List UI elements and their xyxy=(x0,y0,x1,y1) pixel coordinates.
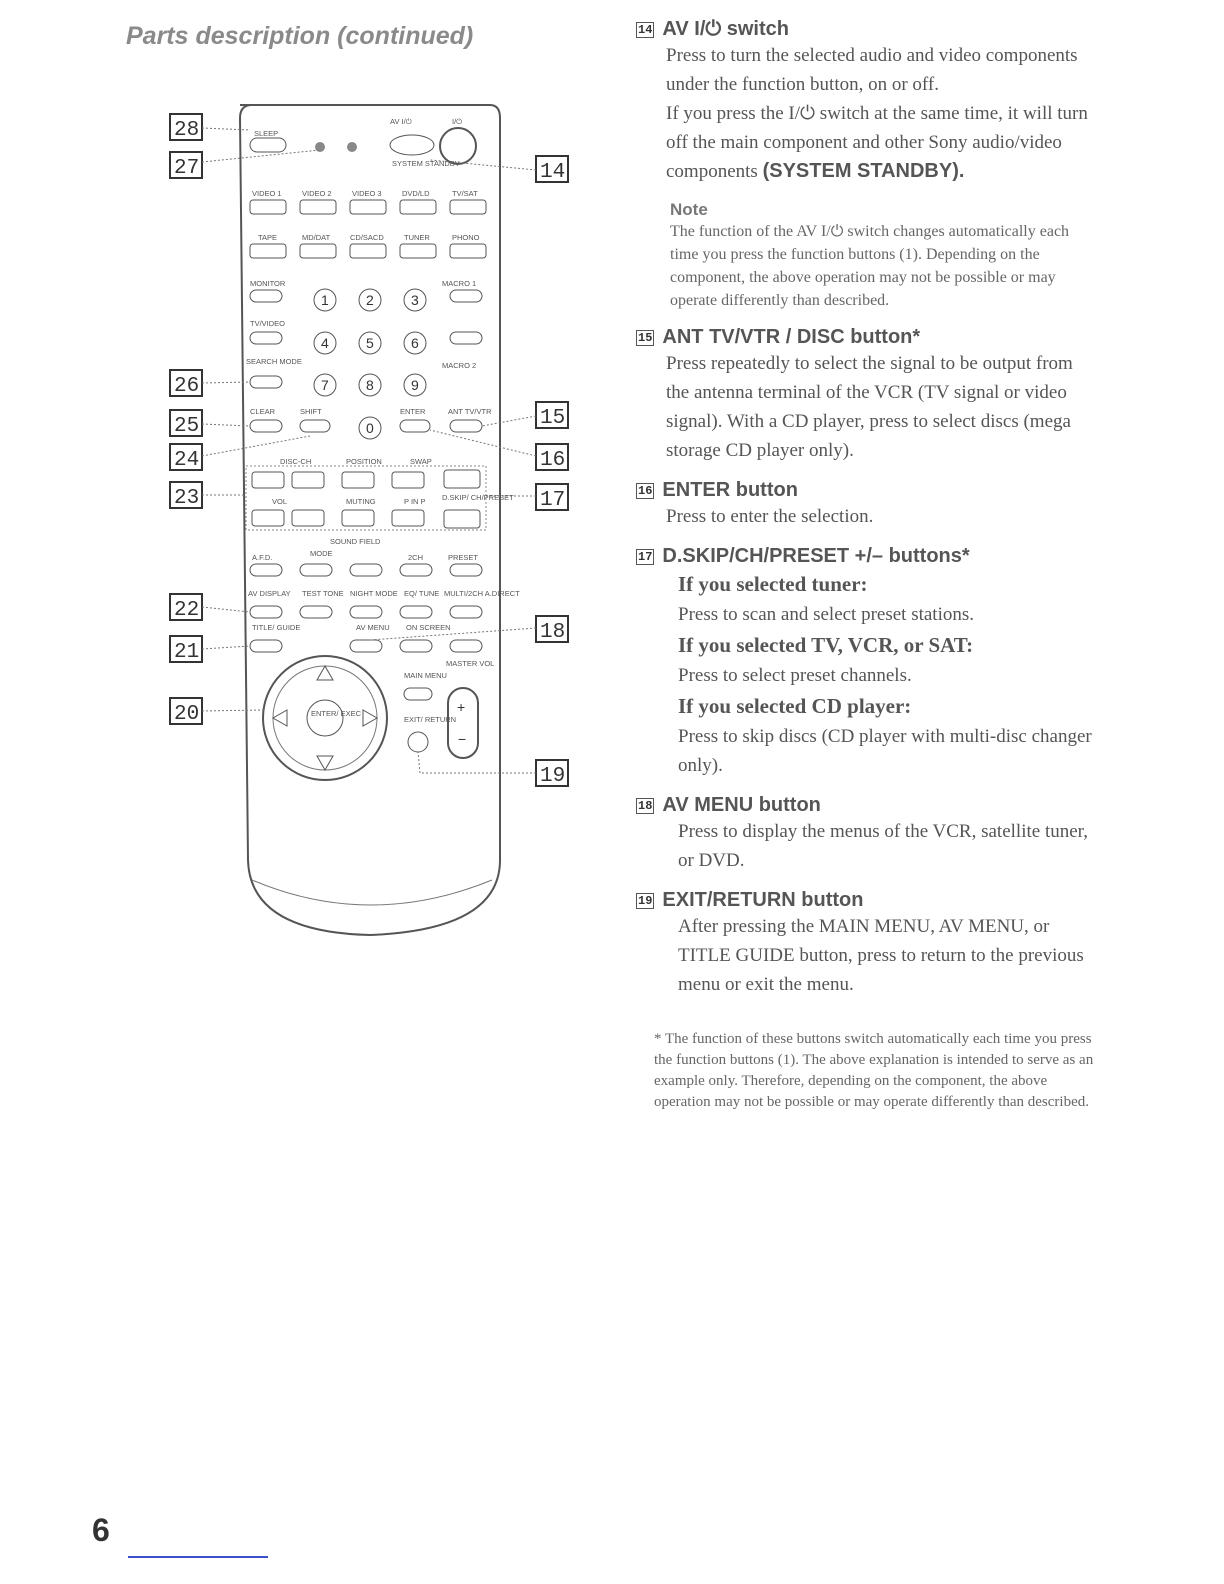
entry-body xyxy=(666,99,1096,186)
entry-15 xyxy=(636,326,1096,465)
macro2-label: MACRO 2 xyxy=(442,361,477,370)
callout-label: 22 xyxy=(174,599,200,622)
muting-label: MUTING xyxy=(346,497,376,506)
callout-label: 16 xyxy=(540,449,566,472)
digit-label: 3 xyxy=(411,292,419,308)
subheading: If you selected tuner: xyxy=(678,572,868,596)
indicator-dot-2 xyxy=(347,142,357,152)
master-vol-label: MASTER VOL xyxy=(446,659,495,668)
preset-label: PRESET xyxy=(448,553,479,562)
pinp-label: P IN P xyxy=(404,497,426,506)
callout-label: 21 xyxy=(174,641,200,664)
av-display-label: AV DISPLAY xyxy=(248,589,291,598)
entry-index: 18 xyxy=(638,798,653,813)
multi-ch-label: MULTI/2CH A.DIRECT xyxy=(444,589,520,598)
disc-ch-label: DISC-CH xyxy=(280,457,312,466)
callout-label: 27 xyxy=(174,157,200,180)
note-text: The function of the AV I/⏻ switch changes automatically each time you press the function buttons (1). Depending on the component, the above operation may not be possible or may operate differently than described. xyxy=(670,223,1070,309)
position-label: POSITION xyxy=(346,457,382,466)
power-label: I/⏻ xyxy=(452,117,463,126)
fn-label: CD/SACD xyxy=(350,233,384,242)
dskip-label: D.SKIP/ CH/PRESET xyxy=(442,493,514,502)
entry-title xyxy=(636,326,1096,349)
shift-label: SHIFT xyxy=(300,407,322,416)
test-tone-label: TEST TONE xyxy=(302,589,344,598)
entry-title-text: EXIT/RETURN button xyxy=(662,889,864,911)
entry-text: If you press the I/⏻ switch at the same time, it will turn off the main component and other Sony audio/video components xyxy=(666,103,1088,182)
digit-label: 0 xyxy=(366,420,374,436)
night-mode-label: NIGHT MODE xyxy=(350,589,398,598)
main-menu-label: MAIN MENU xyxy=(404,671,447,680)
entry-title-text: ENTER button xyxy=(662,479,798,501)
entry-body: Press to turn the selected audio and video components under the function button, on or off. xyxy=(666,45,1078,95)
entry-body: Press to display the menus of the VCR, satellite tuner, or DVD. xyxy=(678,821,1088,871)
entry-index: 16 xyxy=(638,483,653,498)
fn-label: VIDEO 2 xyxy=(302,189,332,198)
entry-16 xyxy=(636,479,1096,531)
callout-label: 24 xyxy=(174,449,200,472)
entry-body: Press to skip discs (CD player with multi-disc changer only). xyxy=(678,726,1092,776)
callout-label: 28 xyxy=(174,119,200,142)
callout-label: 25 xyxy=(174,415,200,438)
entry-18 xyxy=(636,794,1096,875)
sound-field-label: SOUND FIELD xyxy=(330,537,381,546)
fn-label: DVD/LD xyxy=(402,189,430,198)
entry-body: Press to enter the selection. xyxy=(666,506,874,527)
search-mode-label: SEARCH MODE xyxy=(246,357,302,366)
page-rule xyxy=(128,1556,268,1558)
digit-label: 6 xyxy=(411,335,419,351)
fn-label: MD/DAT xyxy=(302,233,331,242)
macro-area-label: MACRO 1 xyxy=(442,279,477,288)
fn-label: TUNER xyxy=(404,233,430,242)
callout-label: 20 xyxy=(174,703,200,726)
entry-17 xyxy=(636,545,1096,780)
description-column xyxy=(636,18,1096,1113)
ant-label: ANT TV/VTR xyxy=(448,407,492,416)
entry-title xyxy=(636,889,1096,912)
entry-title xyxy=(636,479,1096,502)
callout-label: 17 xyxy=(540,489,566,512)
fn-label: TV/SAT xyxy=(452,189,478,198)
callout-label: 23 xyxy=(174,487,200,510)
callout-label: 15 xyxy=(540,407,566,430)
callout-label: 14 xyxy=(540,161,566,184)
entry-index: 17 xyxy=(638,549,653,564)
av-menu-label: AV MENU xyxy=(356,623,390,632)
entry-title-text: AV MENU button xyxy=(662,794,821,816)
subheading: If you selected TV, VCR, or SAT: xyxy=(678,633,974,657)
entry-title-text: ANT TV/VTR / DISC button* xyxy=(662,326,921,348)
callout-label: 19 xyxy=(540,765,566,788)
enter-exec-label: ENTER/ EXEC xyxy=(311,709,362,718)
entry-index: 19 xyxy=(638,893,653,908)
digit-label: 7 xyxy=(321,377,329,393)
fn-label: PHONO xyxy=(452,233,480,242)
av-switch-label: AV I/⏻ xyxy=(390,117,412,126)
fn-label: TAPE xyxy=(258,233,278,242)
entry-title xyxy=(636,18,1096,41)
entry-title-text: D.SKIP/CH/PRESET +/– buttons* xyxy=(662,545,970,567)
exit-return-label: EXIT/ RETURN xyxy=(404,715,457,724)
tv-video-label: TV/VIDEO xyxy=(250,319,286,328)
digit-label: 9 xyxy=(411,377,419,393)
digit-label: 1 xyxy=(321,292,329,308)
entry-body: After pressing the MAIN MENU, AV MENU, or TITLE GUIDE button, press to return to the previous menu or exit the menu. xyxy=(678,916,1084,995)
mode-label: MODE xyxy=(310,549,333,558)
entry-14 xyxy=(636,18,1096,312)
remote-diagram xyxy=(160,100,580,960)
remote-illustration xyxy=(160,100,580,960)
sleep-label: SLEEP xyxy=(254,129,279,138)
vol-plus-symbol: + xyxy=(457,699,466,715)
entry-index: 15 xyxy=(638,330,653,345)
entry-title xyxy=(636,794,1096,817)
entry-title-text: AV I/⏻ switch xyxy=(662,18,789,40)
digit-label: 2 xyxy=(366,292,374,308)
eq-tune-label: EQ/ TUNE xyxy=(404,589,440,598)
monitor-label: MONITOR xyxy=(250,279,286,288)
vol-label: VOL xyxy=(272,497,288,506)
entry-title xyxy=(636,545,1096,568)
fn-label: VIDEO 3 xyxy=(352,189,382,198)
callout-label: 18 xyxy=(540,621,566,644)
2ch-label: 2CH xyxy=(408,553,424,562)
callout-label: 26 xyxy=(174,375,200,398)
entry-19 xyxy=(636,889,1096,999)
digit-label: 5 xyxy=(366,335,374,351)
digit-label: 8 xyxy=(366,377,374,393)
system-standby-label: SYSTEM STANDBY xyxy=(392,159,460,168)
clear-label: CLEAR xyxy=(250,407,276,416)
fn-label: VIDEO 1 xyxy=(252,189,282,198)
afd-label: A.F.D. xyxy=(252,553,273,562)
title-guide-label: TITLE/ GUIDE xyxy=(252,623,301,632)
enter-label: ENTER xyxy=(400,407,426,416)
page-heading: Parts description (continued) xyxy=(126,22,474,50)
entry-body: Press repeatedly to select the signal to be output from the antenna terminal of the VCR (TV signal or video signal). With a CD player, press to select discs (mega storage CD player only). xyxy=(666,353,1073,461)
note-heading: Note xyxy=(670,200,708,219)
on-screen-label: ON SCREEN xyxy=(406,623,451,632)
subheading: If you selected CD player: xyxy=(678,694,912,718)
entry-body: Press to select preset channels. xyxy=(678,665,912,686)
entry-body: Press to scan and select preset stations. xyxy=(678,604,975,625)
swap-label: SWAP xyxy=(410,457,432,466)
system-standby-text: (SYSTEM STANDBY). xyxy=(762,160,965,182)
vol-minus-symbol: − xyxy=(458,731,467,747)
footnote: * The function of these buttons switch automatically each time you press the function buttons (1). The above explanation is intended to serve as an example only. Therefore, depending on the component, the above operation may not be possible or may operate differently than described. xyxy=(654,1031,1094,1110)
digit-label: 4 xyxy=(321,335,329,351)
entry-index: 14 xyxy=(638,22,653,37)
page-number: 6 xyxy=(92,1512,110,1548)
indicator-dot-1 xyxy=(315,142,325,152)
